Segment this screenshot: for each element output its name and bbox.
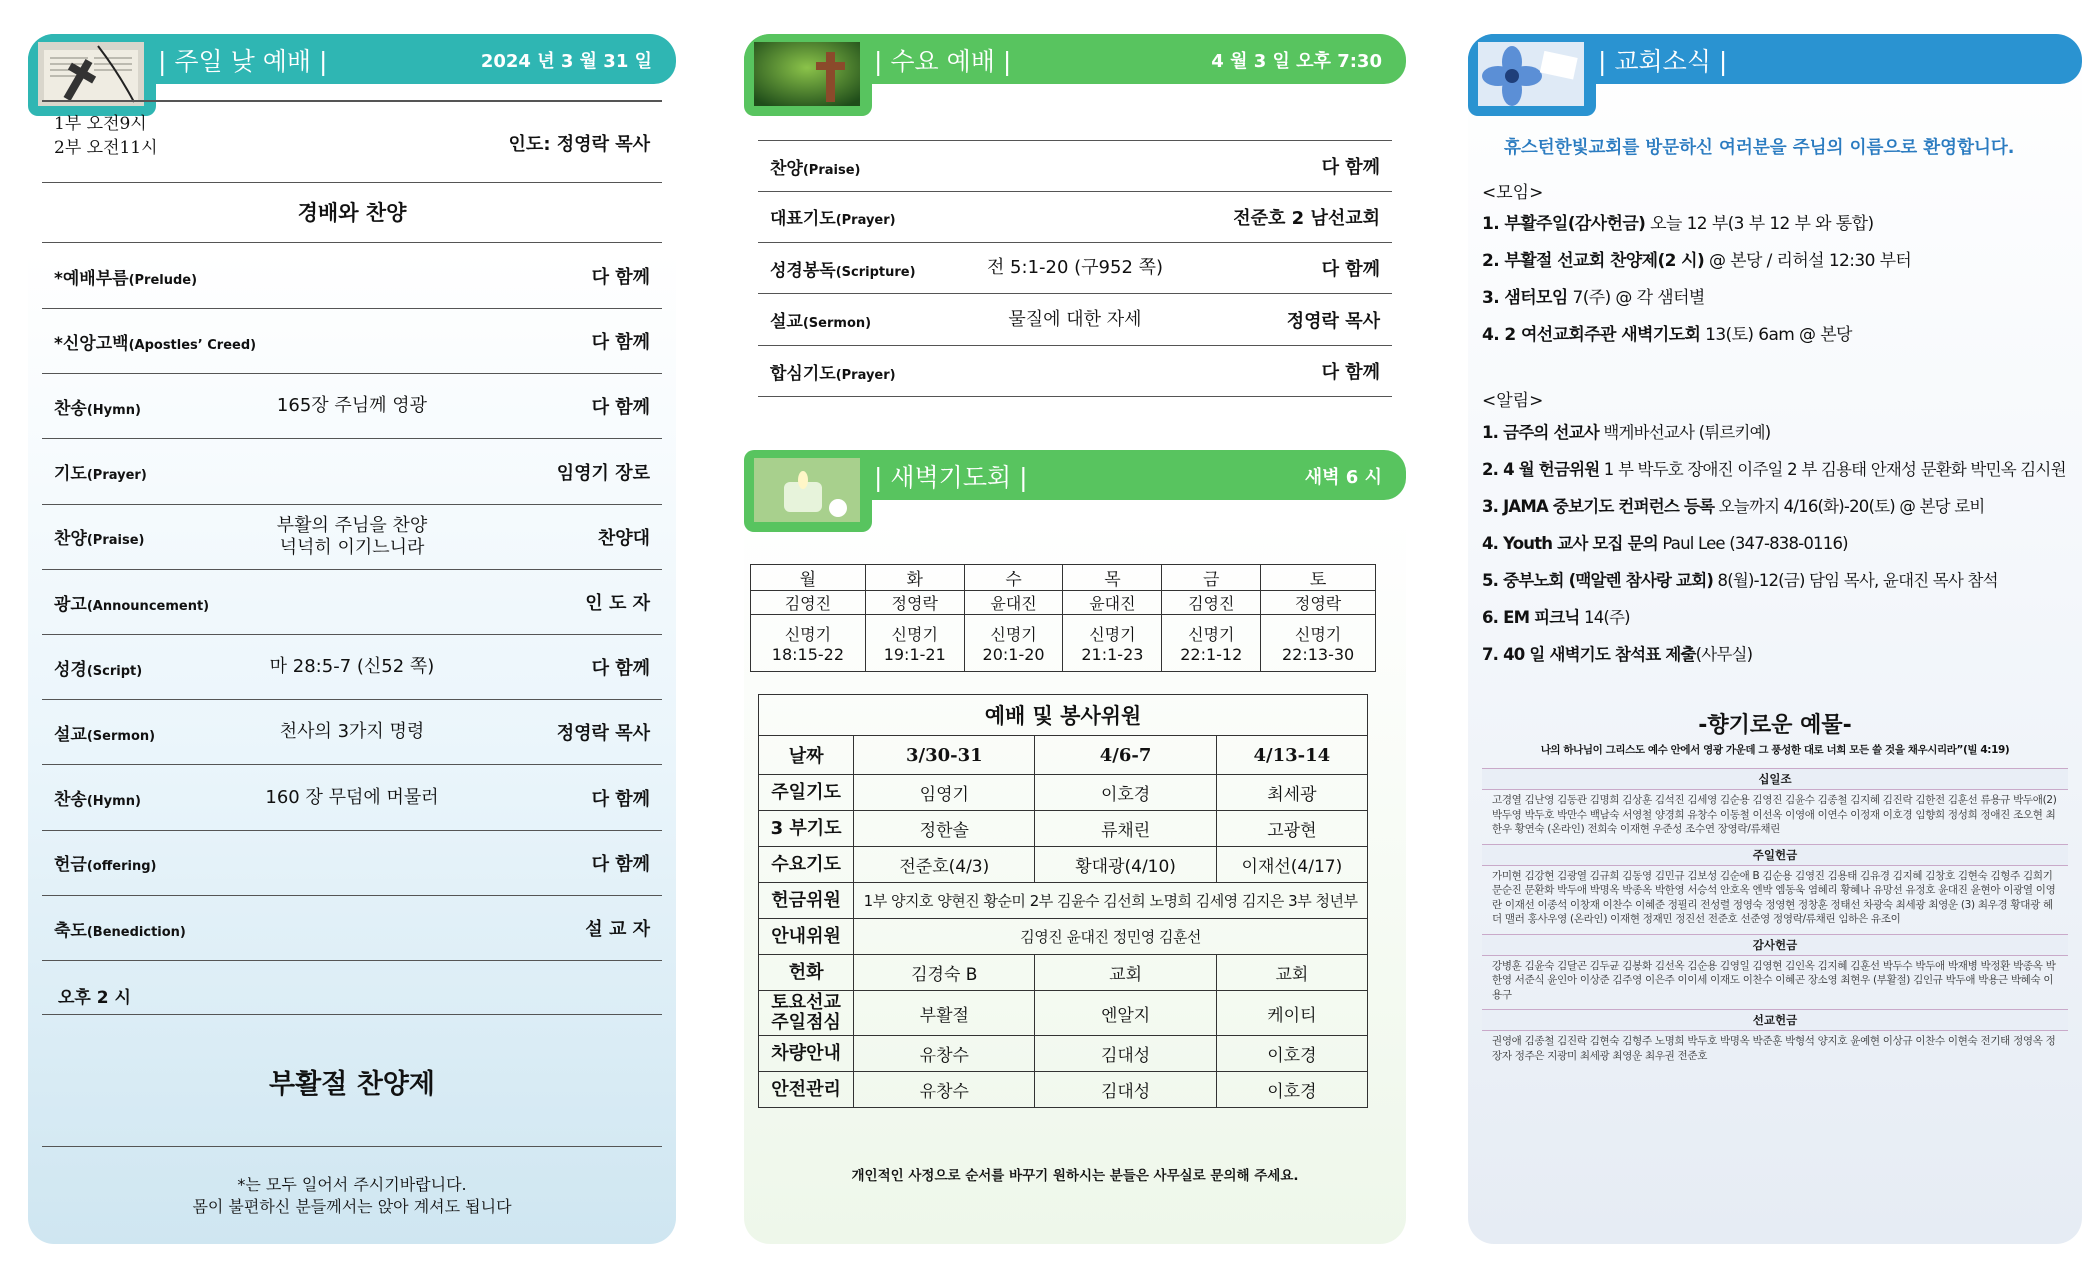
offering-groups (1482, 764, 2068, 1066)
volunteer-header-cell: 3/30-31 (854, 736, 1035, 775)
news-item-detail: 오늘 12 부(3 부 12 부 와 통합) (1645, 214, 1874, 234)
order-leader: 다 함께 (1321, 362, 1380, 383)
dawn-header-title: | 새벽기도회 | (874, 463, 1028, 492)
dawn-book-cell: 신명기 (865, 615, 964, 646)
order-label-ko: 축도 (54, 920, 87, 941)
order-label (54, 264, 197, 289)
order-row (42, 635, 662, 700)
order-label (54, 590, 209, 615)
flower-icon (1478, 42, 1584, 106)
volunteer-footer: 개인적인 사정으로 순서를 바꾸기 원하시는 분들은 사무실로 문의해 주세요. (851, 1168, 1299, 1184)
volunteer-cell: 김대성 (1035, 1072, 1216, 1108)
volunteer-role: 토요선교 주일점심 (759, 991, 854, 1036)
volunteer-cell: 부활절 (854, 991, 1035, 1036)
volunteer-cell: 유창수 (854, 1072, 1035, 1108)
news-item-detail: Paul Lee (347-838-0116) (1657, 534, 1848, 553)
volunteer-cell: 전준호(4/3) (854, 847, 1035, 883)
order-row (42, 896, 662, 961)
service-time-1: 1부 오전9시 (54, 114, 147, 134)
order-label-en: (Scripture) (835, 264, 916, 280)
news-header-title: | 교회소식 | (1598, 47, 1728, 76)
news-item-detail: 1 부 박두호 장애진 이주일 2 부 김용태 안재성 문환화 박민옥 김시원 (1599, 460, 2066, 479)
dawn-leaders-cell: 김영진 (751, 591, 866, 615)
dawn-schedule-table (750, 564, 1376, 672)
news-item-detail: (사무실) (1695, 645, 1753, 664)
order-leader: 설 교 자 (585, 919, 650, 940)
order-label-ko: 광고 (54, 594, 87, 615)
welcome-message: 휴스턴한빛교회를 방문하신 여러분을 주님의 이름으로 환영합니다. (1504, 138, 2015, 158)
dawn-days-cell: 월 (751, 565, 866, 591)
news-item-detail: @ 본당 / 리허설 12:30 부터 (1704, 251, 1912, 271)
news-item-title: 4. 2 여선교회주관 새벽기도회 (1482, 325, 1701, 345)
volunteer-role: 수요기도 (759, 847, 854, 883)
volunteer-cell: 김대성 (1035, 1036, 1216, 1072)
news-item (1482, 488, 2066, 525)
dawn-days-cell: 수 (964, 565, 1063, 591)
dawn-leaders-cell: 정영락 (865, 591, 964, 615)
news-item-title: 7. 40 일 새벽기도 참석표 제출 (1482, 645, 1696, 664)
wednesday-dawn-panel (744, 34, 1406, 1244)
order-row (42, 244, 662, 309)
volunteer-table (758, 694, 1368, 1108)
volunteer-role: 헌화 (759, 955, 854, 991)
order-row (758, 192, 1392, 243)
order-row (42, 831, 662, 896)
order-label-en: (Prelude) (128, 272, 198, 288)
news-item (1482, 636, 2066, 673)
order-leader: 다 함께 (1321, 259, 1380, 280)
dawn-leaders-cell: 윤대진 (964, 591, 1063, 615)
order-detail: 전 5:1-20 (구952 쪽) (986, 257, 1164, 278)
candle-photo (744, 450, 872, 532)
volunteer-span-cell: 김영진 윤대진 정민영 김훈선 (854, 919, 1368, 955)
news-item (1482, 206, 1911, 243)
section-title: 경배와 찬양 (297, 201, 407, 225)
notices-heading: <알림> (1482, 391, 1544, 411)
news-item-title: 2. 부활절 선교회 찬양제(2 시) (1482, 251, 1705, 271)
order-label-ko: 성경 (54, 659, 87, 680)
offering-group-names: 권영애 김종철 김진락 김현숙 김형주 노명희 박두호 박명옥 박준훈 박형석 양지호 윤예현 이상규 이찬수 이현숙 전기태 정영옥 정장자 정주은 지광미 최세광 최영운 최우권 전준호 (1492, 1035, 2056, 1062)
dawn-days-cell: 화 (865, 565, 964, 591)
meetings-heading: <모임> (1482, 183, 1544, 203)
volunteer-table-title: 예배 및 봉사위원 (759, 695, 1368, 736)
service-time-2: 2부 오전11시 (54, 138, 158, 158)
news-item (1482, 525, 2066, 562)
volunteer-cell: 엔알지 (1035, 991, 1216, 1036)
offering-group-names: 고경열 김난영 김동관 김명희 김상훈 김석진 김세영 김순용 김영진 김윤수 김종철 김지혜 김진락 김한전 김훈선 류용규 박두애(2) 박두영 박두호 박만수 백남숙 서영철 양경희 유창수 이동철 이선옥 이영애 이연수 이정재 이호경 임향희 정성희 정애진 조오현 최한우 황연숙 (온라인) 전희숙 이재현 우준성 조수연 장영락/류채린 (1492, 794, 2057, 835)
offering-group-names: 가미현 김강현 김광열 김규희 김동영 김민규 김보성 김순애 B 김순용 김영진 김용태 김유경 김지혜 김창호 김현숙 김형주 김희기 문순진 문환화 박두애 박명옥 박종옥 박한영 서승석 안호옥 엔박 엠동욱 염혜리 황혜나 유망선 유정호 윤대진 윤현아 이광열 이영란 이재선 이종석 이창재 이찬수 이혜준 정필리 전성렬 정영숙 정영현 정창훈 정태선 차광숙 최세광 최영운 (3) 최우경 황대광 헤더 맬러 홍사우영 (온라인) 이재현 정재민 정진선 전준호 선준영 정영락/류채린 임하은 유조이 (1492, 869, 2056, 925)
order-label-en: (Hymn) (86, 794, 141, 810)
order-label-en: (Prayer) (835, 213, 896, 228)
offering-group (1482, 768, 2068, 840)
news-item-detail: 백게바선교사 (튀르키예) (1598, 423, 1771, 442)
order-row (42, 440, 662, 505)
order-label-en: (Script) (86, 663, 143, 679)
order-label-ko: *신앙고백 (54, 333, 129, 354)
wooden-cross-icon (754, 42, 860, 106)
offering-title: -향기로운 예물- (1698, 713, 1852, 738)
dawn-book-cell: 신명기 (1261, 615, 1376, 646)
order-row (758, 346, 1392, 397)
order-leader: 인 도 자 (585, 593, 650, 614)
volunteer-cell: 유창수 (854, 1036, 1035, 1072)
news-item-title: 1. 금주의 선교사 (1482, 423, 1599, 442)
dawn-days-cell: 금 (1162, 565, 1261, 591)
wooden-cross-photo (744, 34, 872, 116)
afternoon-row (42, 976, 662, 1015)
order-leader: 임영기 장로 (556, 462, 650, 484)
order-label (54, 329, 256, 354)
dawn-header-time: 새벽 6 시 (1304, 467, 1382, 488)
sunday-service-panel (28, 34, 676, 1244)
order-row (758, 140, 1392, 192)
volunteer-cell: 정한솔 (854, 811, 1035, 847)
order-label-en: (Sermon) (802, 316, 872, 331)
news-item (1482, 280, 1911, 317)
meetings-list (1482, 206, 1911, 354)
volunteer-role: 헌금위원 (759, 883, 854, 919)
sunday-leader: 인도: 정영락 목사 (508, 134, 650, 155)
volunteer-cell: 최세광 (1216, 775, 1367, 811)
news-item (1482, 414, 2066, 451)
volunteer-cell: 이호경 (1216, 1036, 1367, 1072)
dawn-book-cell: 신명기 (1063, 615, 1162, 646)
dawn-book-cell: 신명기 (751, 615, 866, 646)
dawn-days-cell: 토 (1261, 565, 1376, 591)
news-item-title: 5. 중부노회 (맥알렌 참사랑 교회) (1482, 571, 1714, 590)
offering-group (1482, 844, 2068, 930)
volunteer-header-cell: 4/13-14 (1216, 736, 1367, 775)
afternoon-time: 오후 2 시 (58, 987, 131, 1008)
volunteer-cell: 고광현 (1216, 811, 1367, 847)
news-item (1482, 599, 2066, 636)
seated-note: 몸이 불편하신 분들께서는 앉아 계셔도 됩니다 (192, 1197, 512, 1216)
order-label-ko: 기도 (54, 464, 87, 485)
easter-event-block (42, 1016, 662, 1147)
news-item-detail: 8(월)-12(금) 담임 목사, 윤대진 목사 참석 (1713, 571, 1998, 590)
order-label-ko: 찬송 (54, 790, 87, 811)
volunteer-span-cell: 1부 양지호 양현진 황순미 2부 김윤수 김선희 노명희 김세영 김지은 3부 청년부 (854, 883, 1368, 919)
order-leader: 다 함께 (591, 397, 650, 419)
volunteer-cell: 이호경 (1216, 1072, 1367, 1108)
order-label-ko: 찬양 (770, 158, 803, 179)
news-item-title: 3. JAMA 중보기도 컨퍼런스 등록 (1482, 497, 1715, 516)
volunteer-cell: 이호경 (1035, 775, 1216, 811)
order-row (42, 766, 662, 831)
dawn-verses-cell: 21:1-23 (1063, 645, 1162, 672)
sunday-service-times (42, 100, 662, 183)
order-label-en: (Announcement) (86, 598, 210, 614)
sunday-header-title: | 주일 낮 예배 | (158, 47, 328, 76)
dawn-verses-cell: 22:1-12 (1162, 645, 1261, 672)
order-detail: 160 장 무덤에 머물러 (265, 786, 439, 808)
order-detail: 부활의 주님을 찬양 넉넉히 이기느니라 (276, 514, 428, 558)
order-label-ko: 설교 (54, 724, 87, 745)
offering-verse: 나의 하나님이 그리스도 예수 안에서 영광 가운데 그 풍성한 대로 너희 모든 쓸 것을 채우시리라”(빌 4:19) (1540, 744, 2010, 756)
order-leader: 전준호 2 남선교회 (1233, 207, 1380, 229)
order-label-ko: 찬송 (54, 398, 87, 419)
wednesday-header-date: 4 월 3 일 오후 7:30 (1211, 51, 1382, 72)
news-item-detail: 14(주) (1579, 608, 1630, 627)
order-leader: 다 함께 (591, 658, 650, 680)
volunteer-role: 주일기도 (759, 775, 854, 811)
volunteer-cell: 황대광(4/10) (1035, 847, 1216, 883)
order-row (758, 243, 1392, 294)
news-item (1482, 451, 2066, 488)
dawn-verses-cell: 19:1-21 (865, 645, 964, 672)
order-label (770, 204, 896, 229)
news-item-detail: 7(주) @ 각 샘터별 (1567, 288, 1705, 308)
order-leader: 찬양대 (597, 527, 650, 549)
order-row (42, 570, 662, 635)
order-row (42, 505, 662, 570)
volunteer-cell: 김경숙 B (854, 955, 1035, 991)
order-leader: 정영락 목사 (1286, 310, 1380, 332)
sunday-notes (28, 1174, 676, 1218)
flower-photo (1468, 34, 1596, 116)
order-row (42, 700, 662, 765)
volunteer-header-cell: 4/6-7 (1035, 736, 1216, 775)
volunteer-cell: 임영기 (854, 775, 1035, 811)
dawn-days-cell: 목 (1063, 565, 1162, 591)
order-label-en: (Prayer) (86, 468, 147, 484)
news-item-title: 3. 샘터모임 (1482, 288, 1568, 308)
order-leader: 정영락 목사 (556, 723, 650, 745)
offering-group-names: 강병훈 김윤숙 김달곤 김두균 김봉화 김선옥 김순용 김영일 김영현 김인옥 김지혜 김훈선 박두수 박두애 박재병 박정환 박종옥 박한영 서준식 윤인아 이상준 김주영 이은주 이이세 이재도 이찬수 이혜곤 장소영 최현우 (부활절) 김인규 박두애 박용근 박혜숙 이용구 (1492, 959, 2056, 1001)
volunteer-cell: 케이티 (1216, 991, 1367, 1036)
dawn-leaders-cell: 윤대진 (1063, 591, 1162, 615)
church-news-panel (1468, 34, 2082, 1244)
news-item-title: 6. EM 피크닉 (1482, 608, 1580, 627)
worship-praise-section (42, 182, 662, 243)
order-detail: 165장 주님께 영광 (276, 395, 428, 417)
order-label-en: (Sermon) (86, 728, 156, 744)
dawn-verses-cell: 20:1-20 (964, 645, 1063, 672)
volunteer-role: 3 부기도 (759, 811, 854, 847)
dawn-verses-cell: 18:15-22 (751, 645, 866, 672)
order-leader: 다 함께 (591, 332, 650, 354)
offering-group-name: 선교헌금 (1482, 1009, 2068, 1031)
order-label-en: (Benediction) (86, 924, 186, 940)
order-detail: 물질에 대한 자세 (1008, 308, 1142, 330)
order-label (54, 916, 186, 941)
dawn-leaders-cell: 정영락 (1261, 591, 1376, 615)
order-label-ko: 헌금 (54, 855, 87, 876)
dawn-verses-cell: 22:13-30 (1261, 645, 1376, 672)
easter-event-title: 부활절 찬양제 (269, 1068, 435, 1100)
order-leader: 다 함께 (1321, 157, 1380, 178)
news-item (1482, 243, 1911, 280)
order-row (42, 374, 662, 439)
notices-list (1482, 414, 2066, 673)
volunteer-role: 안내위원 (759, 919, 854, 955)
order-label-en: (Prayer) (835, 367, 896, 383)
order-label-en: (Praise) (802, 162, 861, 178)
volunteer-role: 안전관리 (759, 1072, 854, 1108)
order-label-ko: 대표기도 (770, 209, 836, 229)
dawn-book-cell: 신명기 (1162, 615, 1261, 646)
bible-cross-icon (38, 42, 144, 106)
news-item-detail: 13(토) 6am @ 본당 (1700, 325, 1852, 345)
order-label-en: (offering) (86, 859, 157, 875)
offering-group-name: 십일조 (1482, 768, 2068, 790)
dawn-leaders-cell: 김영진 (1162, 591, 1261, 615)
volunteer-cell: 교회 (1035, 955, 1216, 991)
news-item-title: 2. 4 월 헌금위원 (1482, 460, 1600, 479)
order-label-en: (Apostles’ Creed) (128, 337, 257, 353)
order-label-ko: 설교 (770, 312, 803, 332)
order-leader: 다 함께 (591, 788, 650, 810)
news-item (1482, 317, 1911, 354)
order-label-en: (Praise) (86, 533, 145, 549)
news-item-title: 4. Youth 교사 모집 문의 (1482, 534, 1658, 553)
news-item (1482, 562, 2066, 599)
order-detail: 천사의 3가지 명령 (279, 721, 425, 743)
order-label (770, 154, 860, 179)
volunteer-cell: 이재선(4/17) (1216, 847, 1367, 883)
offering-group-name: 감사헌금 (1482, 934, 2068, 956)
wednesday-header-title: | 수요 예배 | (874, 47, 1012, 76)
volunteer-role: 차량안내 (759, 1036, 854, 1072)
order-leader: 다 함께 (591, 853, 650, 875)
candle-icon (754, 458, 860, 522)
offering-group (1482, 934, 2068, 1006)
order-label (770, 359, 896, 384)
order-detail: 마 28:5-7 (신52 쪽) (269, 656, 435, 678)
news-item-detail: 오늘까지 4/16(화)-20(토) @ 본당 로비 (1714, 497, 1985, 516)
order-label (54, 850, 156, 875)
offering-group-name: 주일헌금 (1482, 844, 2068, 866)
standing-note: *는 모두 일어서 주시기바랍니다. (237, 1175, 467, 1194)
order-row (758, 295, 1392, 346)
order-row (42, 309, 662, 374)
volunteer-cell: 교회 (1216, 955, 1367, 991)
order-label-ko: 찬양 (54, 529, 87, 550)
order-label-ko: *예배부름 (54, 268, 129, 289)
offering-group (1482, 1009, 2068, 1066)
sunday-header-date: 2024 년 3 월 31 일 (480, 51, 652, 72)
order-leader: 다 함께 (591, 267, 650, 288)
order-label-ko: 합심기도 (770, 363, 836, 384)
order-label-ko: 성경봉독 (770, 260, 836, 281)
order-label-en: (Hymn) (86, 402, 141, 418)
order-label (54, 459, 147, 484)
news-item-title: 1. 부활주일(감사헌금) (1482, 214, 1646, 234)
volunteer-header-cell: 날짜 (759, 736, 854, 775)
volunteer-cell: 류채린 (1035, 811, 1216, 847)
dawn-book-cell: 신명기 (964, 615, 1063, 646)
